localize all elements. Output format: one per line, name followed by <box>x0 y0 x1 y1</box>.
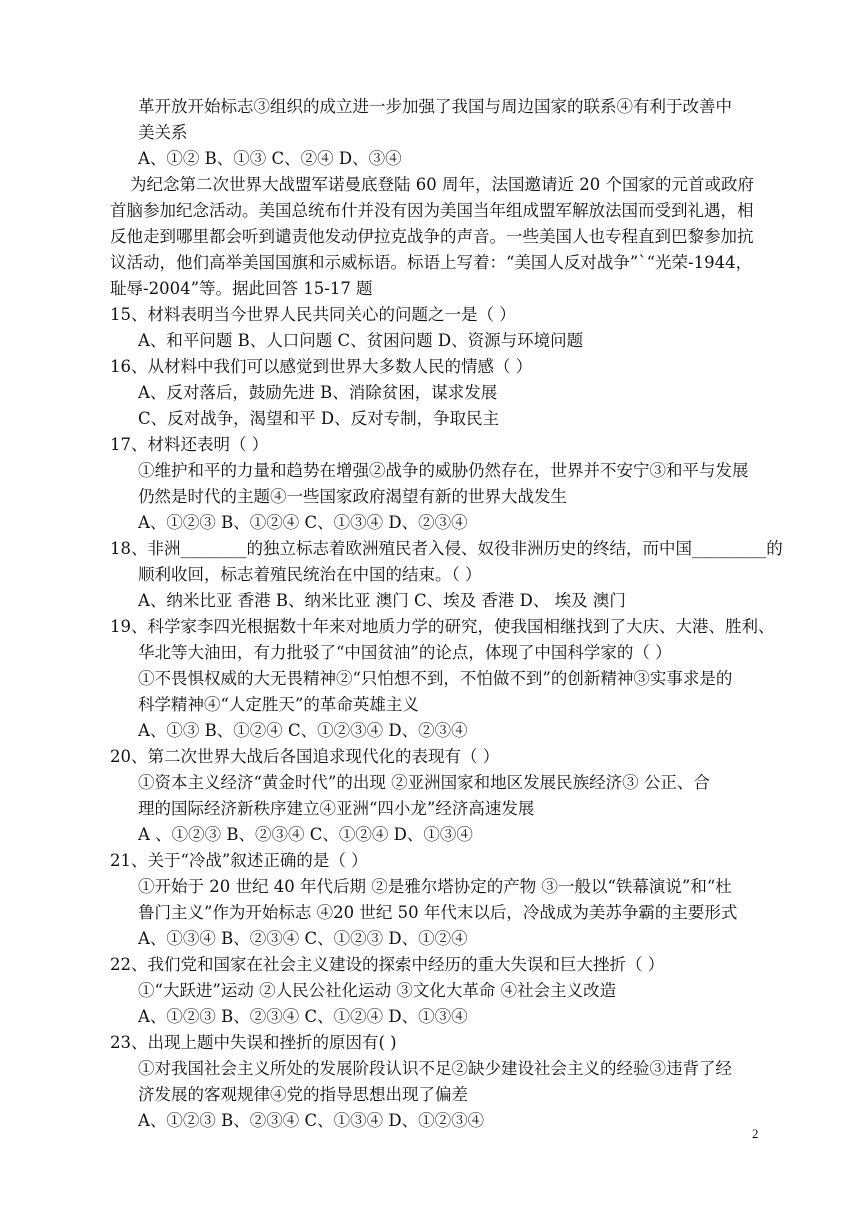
text-line: ①资本主义经济“黄金时代”的出现 ②亚洲国家和地区发展民族经济③ 公正、合 <box>138 773 710 792</box>
material-paragraph-line: 议活动，他们高举美国国旗和示威标语。标语上写着：“美国人反对战争”`“光荣-1944， <box>110 253 753 272</box>
question-18: 18、非洲________的独立标志着欧洲殖民者入侵、奴役非洲历史的终结，而中国_________的 <box>110 539 783 558</box>
material-paragraph-line: 为纪念第二次世界大战盟军诺曼底登陆 60 周年，法国邀请近 20 个国家的元首或政府 <box>130 175 754 194</box>
text-line: 鲁门主义”作为开始标志 ④20 世纪 50 年代末以后，冷战成为美苏争霸的主要形式 <box>138 903 738 922</box>
question-15: 15、材料表明当今世界人民共同关心的问题之一是（ ） <box>110 305 516 324</box>
text-line: 革开放开始标志③组织的成立进一步加强了我国与周边国家的联系④有利于改善中 <box>138 97 732 116</box>
material-paragraph-line: 首脑参加纪念活动。美国总统布什并没有因为美国当年组成盟军解放法国而受到礼遇，相 <box>110 201 754 220</box>
text-line: 仍然是时代的主题④一些国家政府渴望有新的世界大战发生 <box>138 487 567 506</box>
question-22: 22、我们党和国家在社会主义建设的探索中经历的重大失误和巨大挫折（ ） <box>110 955 665 974</box>
option-line: A、①② B、①③ C、②④ D、③④ <box>138 149 402 168</box>
option-line: A、纳米比亚 香港 B、纳米比亚 澳门 C、埃及 香港 D、 埃及 澳门 <box>138 591 626 610</box>
text-line: 理的国际经济新秩序建立④亚洲“四小龙”经济高速发展 <box>138 799 535 818</box>
text-line: 华北等大油田，有力批驳了“中国贫油”的论点，体现了中国科学家的（ ） <box>138 643 672 662</box>
text-line: ①开始于 20 世纪 40 年代后期 ②是雅尔塔协定的产物 ③一般以“铁幕演说”和“杜 <box>138 877 732 896</box>
text-line: 美关系 <box>138 123 188 142</box>
text-line: 济发展的客观规律④党的指导思想出现了偏差 <box>138 1085 468 1104</box>
option-line: C、反对战争，渴望和平 D、反对专制，争取民主 <box>138 409 500 428</box>
option-line: A、①③④ B、②③④ C、①②③ D、①②④ <box>138 929 468 948</box>
option-line: A、①②③ B、②③④ C、①②④ D、①③④ <box>138 1007 468 1026</box>
material-paragraph-line: 耻辱-2004”等。据此回答 15-17 题 <box>110 279 373 298</box>
option-line: A、反对落后，鼓励先进 B、消除贫困，谋求发展 <box>138 383 498 402</box>
text-line: 科学精神④“人定胜天”的革命英雄主义 <box>138 695 419 714</box>
text-line: ①不畏惧权威的大无畏精神②“只怕想不到，不怕做不到”的创新精神③实事求是的 <box>138 669 733 688</box>
material-paragraph-line: 反他走到哪里都会听到谴责他发动伊拉克战争的声音。一些美国人也专程直到巴黎参加抗 <box>110 227 754 246</box>
question-19: 19、科学家李四光根据数十年来对地质力学的研究，使我国相继找到了大庆、大港、胜利、 <box>110 617 775 636</box>
text-line: ①维护和平的力量和趋势在增强②战争的威胁仍然存在，世界并不安宁③和平与发展 <box>138 461 749 480</box>
option-line: A、①③ B、①②④ C、①②③④ D、②③④ <box>138 721 468 740</box>
text-line: 顺利收回，标志着殖民统治在中国的结束。（ ） <box>138 565 482 584</box>
question-17: 17、材料还表明（ ） <box>110 435 269 454</box>
question-21: 21、关于“冷战”叙述正确的是（ ） <box>110 851 368 870</box>
option-line: A、①②③ B、①②④ C、①③④ D、②③④ <box>138 513 468 532</box>
option-line: A、①②③ B、②③④ C、①③④ D、①②③④ <box>138 1111 485 1130</box>
question-23: 23、出现上题中失误和挫折的原因有( ) <box>110 1033 397 1052</box>
option-line: A 、①②③ B、②③④ C、①②④ D、①③④ <box>138 825 473 844</box>
text-line: ①对我国社会主义所处的发展阶段认识不足②缺少建设社会主义的经验③违背了经 <box>138 1059 732 1078</box>
question-16: 16、从材料中我们可以感觉到世界大多数人民的情感（ ） <box>110 357 533 376</box>
question-20: 20、第二次世界大战后各国追求现代化的表现有（ ） <box>110 747 500 766</box>
page-number: 2 <box>752 1126 759 1141</box>
text-line: ①“大跃进”运动 ②人民公社化运动 ③文化大革命 ④社会主义改造 <box>138 981 617 1000</box>
option-line: A、和平问题 B、人口问题 C、贫困问题 D、资源与环境问题 <box>138 331 584 350</box>
